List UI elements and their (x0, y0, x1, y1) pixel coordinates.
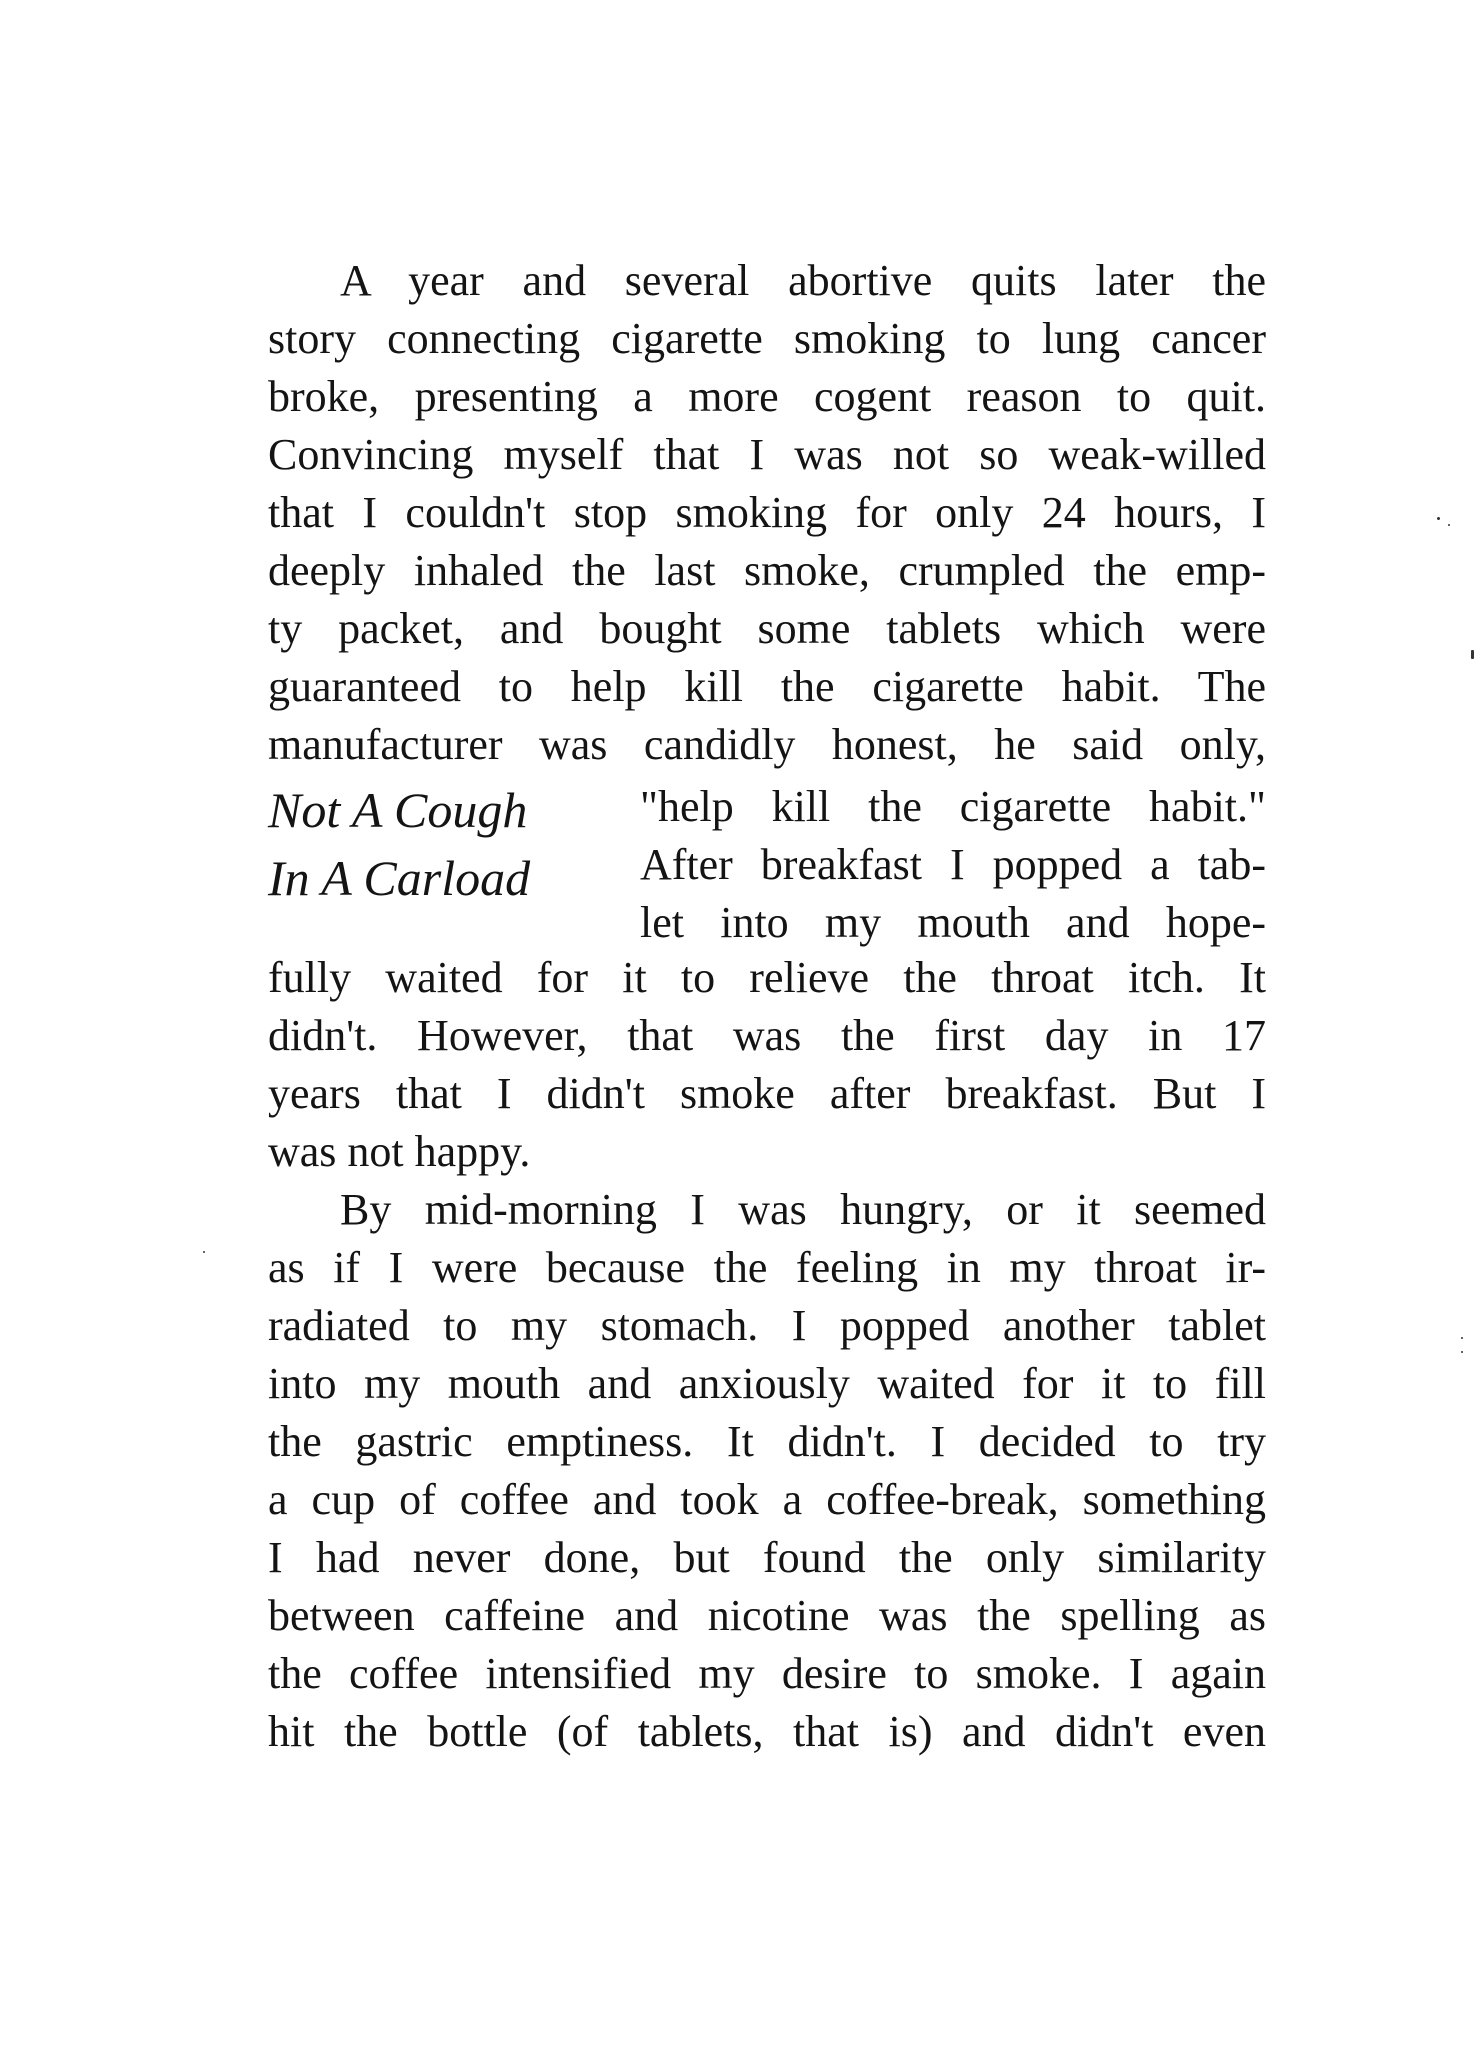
text-line: years that I didn't smoke after breakfast. But I (268, 1069, 1266, 1118)
text-line: deeply inhaled the last smoke, crumpled the emp- (268, 546, 1266, 595)
text-line: as if I were because the feeling in my throat ir- (268, 1243, 1266, 1292)
text-line: hit the bottle (of tablets, that is) and didn't even (268, 1707, 1266, 1756)
text-line: let into my mouth and hope- (640, 898, 1266, 947)
sidehead-line: In A Carload (268, 850, 531, 906)
scan-speck (1471, 650, 1474, 659)
text-line: that I couldn't stop smoking for only 24 hours, I (268, 488, 1266, 537)
text-line: I had never done, but found the only similarity (268, 1533, 1266, 1582)
text-line: fully waited for it to relieve the throat itch. It (268, 953, 1266, 1002)
text-line: the gastric emptiness. It didn't. I decided to try (268, 1417, 1266, 1466)
text-line: story connecting cigarette smoking to lung cancer (268, 314, 1266, 363)
text-line: was not happy. (268, 1127, 531, 1176)
scan-speck (1437, 517, 1440, 520)
sidehead-line: Not A Cough (268, 782, 528, 838)
scan-speck (1461, 1337, 1463, 1339)
text-line: between caffeine and nicotine was the spelling as (268, 1591, 1266, 1640)
text-line: "help kill the cigarette habit." (640, 782, 1266, 831)
sidehead-adjacent-text (640, 778, 1266, 952)
text-line: a cup of coffee and took a coffee-break, something (268, 1475, 1266, 1524)
text-line: ty packet, and bought some tablets which were (268, 604, 1266, 653)
text-line: manufacturer was candidly honest, he said only, (268, 720, 1266, 769)
paragraph-opening (268, 252, 1266, 774)
text-line: radiated to my stomach. I popped another tablet (268, 1301, 1266, 1350)
text-line: After breakfast I popped a tab- (640, 840, 1266, 889)
text-line: broke, presenting a more cogent reason to quit. (268, 372, 1266, 421)
paragraph-continuation (268, 949, 1266, 1761)
text-line: By mid-morning I was hungry, or it seemed (340, 1185, 1266, 1234)
scan-speck (1448, 524, 1450, 526)
text-line: guaranteed to help kill the cigarette habit. The (268, 662, 1266, 711)
scan-speck (203, 1251, 205, 1253)
scan-speck (1461, 1351, 1463, 1353)
text-line: the coffee intensified my desire to smoke. I again (268, 1649, 1266, 1698)
text-line: into my mouth and anxiously waited for it to fill (268, 1359, 1266, 1408)
text-line: A year and several abortive quits later the (340, 256, 1266, 305)
text-line: Convincing myself that I was not so weak-willed (268, 430, 1266, 479)
sidehead-title (268, 776, 628, 912)
sidehead-section (268, 776, 1266, 950)
text-line: didn't. However, that was the first day in 17 (268, 1011, 1266, 1060)
